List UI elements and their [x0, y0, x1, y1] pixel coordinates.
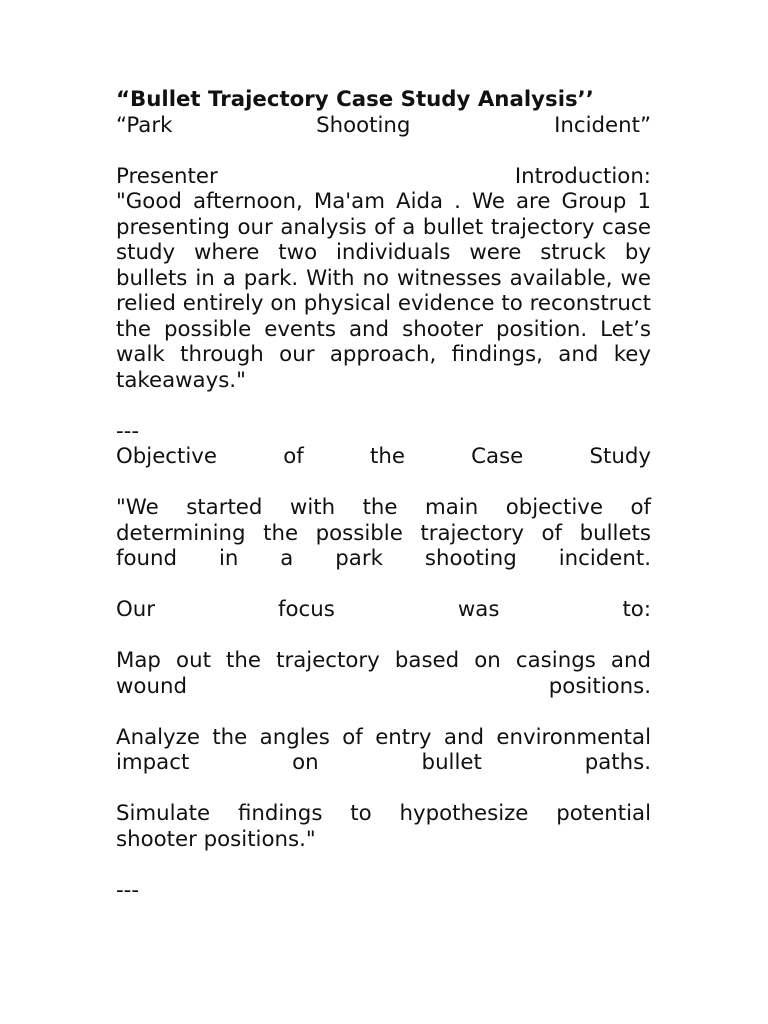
blank-line [116, 393, 651, 419]
blank-line [116, 699, 651, 725]
focus-line: Our focus was to: [116, 597, 651, 622]
presenter-heading: Presenter Introduction: [116, 163, 651, 189]
objective-paragraph: "We started with the main objective of determining the possible trajectory of bullets found in a park shooting incident. [116, 495, 651, 571]
document-page [116, 87, 651, 903]
objective-heading: Objective of the Case Study [116, 444, 651, 469]
blank-line [116, 470, 651, 496]
focus-point-1: Map out the trajectory based on casings and wound positions. [116, 648, 651, 699]
document-subtitle: “Park Shooting Incident” [116, 112, 651, 138]
section-separator: --- [116, 877, 140, 903]
blank-line [116, 776, 651, 802]
document-title: “Bullet Trajectory Case Study Analysis’’ [116, 87, 594, 112]
focus-point-2: Analyze the angles of entry and environmental impact on bullet paths. [116, 724, 651, 775]
blank-line [116, 852, 651, 878]
intro-paragraph: "Good afternoon, Ma'am Aida . We are Group 1 presenting our analysis of a bullet trajectory case study where two individuals were struck by bullets in a park. With no witnesses available, we relied entirely on physical evidence to reconstruct the possible events and shooter position. Let’s walk through our approach, findings, and key takeaways." [116, 189, 651, 393]
section-separator: --- [116, 418, 140, 444]
focus-point-3: Simulate findings to hypothesize potential shooter positions." [116, 801, 651, 852]
blank-line [116, 572, 651, 598]
blank-line [116, 623, 651, 649]
blank-line [116, 138, 651, 164]
